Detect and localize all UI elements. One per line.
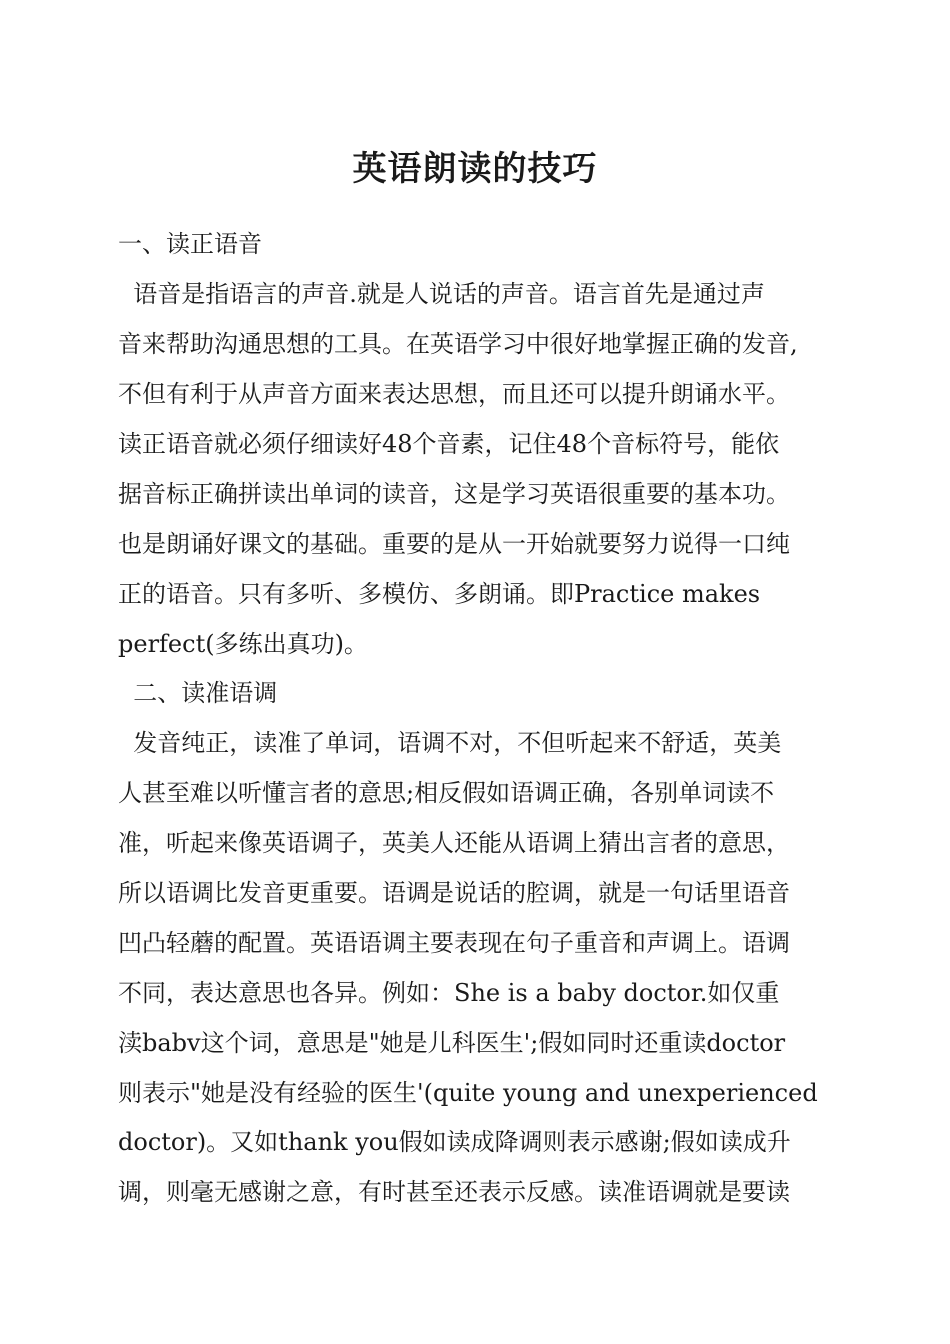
paragraph-line: 不但有利于从声音方面来表达思想，而且还可以提升朗诵水平。 <box>118 380 790 408</box>
paragraph-line: 所以语调比发音更重要。语调是说话的腔调，就是一句话里语音 <box>118 879 790 907</box>
paragraph-line: perfect(多练出真功)。 <box>118 630 368 658</box>
heading-2: 二、读准语调 <box>118 679 278 707</box>
paragraph-line: 准，听起来像英语调子，英美人还能从语调上猜出言者的意思， <box>118 829 790 857</box>
paragraph-line: 渎babv这个词，意思是"她是儿科医生';假如同时还重读doctor <box>118 1029 786 1057</box>
paragraph-line: 调，则毫无感谢之意，有时甚至还表示反感。读准语调就是要读 <box>118 1178 790 1206</box>
paragraph-line: 凹凸轻蘑的配置。英语语调主要表现在句子重音和声调上。语调 <box>118 929 790 957</box>
paragraph-line: 人甚至难以听懂言者的意思;相反假如语调正确，各别单词读不 <box>118 779 775 807</box>
paragraph-line: 正的语音。只有多听、多模仿、多朗诵。即Practice makes <box>118 580 761 608</box>
paragraph-line: 音来帮助沟通思想的工具。在英语学习中很好地掌握正确的发音, <box>118 330 798 358</box>
paragraph-line: 语音是指语言的声音.就是人说话的声音。语言首先是通过声 <box>118 280 765 308</box>
paragraph-line: doctor)。又如thank you假如读成降调则表示感谢;假如读成升 <box>118 1128 791 1156</box>
paragraph-line: 读正语音就必须仔细读好48个音素，记住48个音标符号，能依 <box>118 430 780 458</box>
document-title: 英语朗读的技巧 <box>352 149 598 189</box>
paragraph-line: 发音纯正，读准了单词，语调不对，不但听起来不舒适，英美 <box>118 729 782 757</box>
heading-1: 一、读正语音 <box>118 230 262 258</box>
paragraph-line: 不同，表达意思也各异。例如：She is a baby doctor.如仅重 <box>118 979 780 1007</box>
paragraph-line: 也是朗诵好课文的基础。重要的是从一开始就要努力说得一口纯 <box>118 530 790 558</box>
paragraph-line: 则表示"她是没有经验的医生'(quite young and unexperienced <box>118 1079 818 1107</box>
paragraph-line: 据音标正确拼读出单词的读音，这是学习英语很重要的基本功。 <box>118 480 790 508</box>
